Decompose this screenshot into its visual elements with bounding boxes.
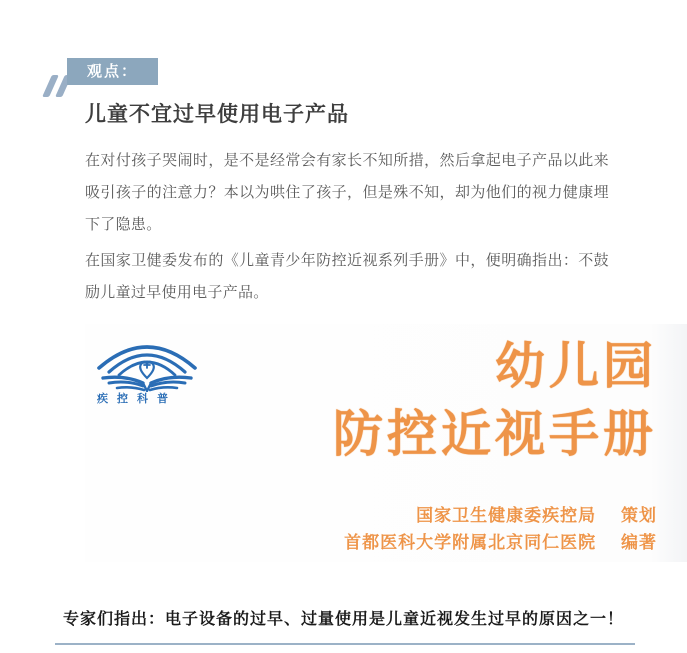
expert-note: 专家们指出：电子设备的过早、过量使用是儿童近视发生过早的原因之一！ [62, 609, 624, 628]
cover-title [333, 332, 657, 468]
article-title: 儿童不宜过早使用电子产品 [85, 102, 349, 126]
cdc-science-logo-icon [91, 334, 203, 392]
paragraph-1: 在对付孩子哭闹时，是不是经常会有家长不知所措，然后拿起电子产品以此来吸引孩子的注意力？本以为哄住了孩子，但是殊不知，却为他们的视力健康埋下了隐患。 [85, 151, 609, 233]
credit-planner: 国家卫生健康委疾控局 策划 [416, 506, 657, 526]
bottom-divider [55, 643, 635, 645]
topic-badge: 观点： [67, 58, 158, 85]
credit-author: 首都医科大学附属北京同仁医院 编著 [344, 533, 657, 553]
cover-title-line2: 防控近视手册 [333, 405, 657, 463]
logo-caption: 疾控科普 [97, 392, 177, 405]
handbook-cover-image [85, 324, 687, 562]
cover-credits [344, 503, 657, 557]
cover-title-line1: 幼儿园 [495, 337, 657, 395]
paragraph-2: 在国家卫健委发布的《儿童青少年防控近视系列手册》中，便明确指出：不鼓励儿童过早使用电子产品。 [85, 251, 609, 301]
